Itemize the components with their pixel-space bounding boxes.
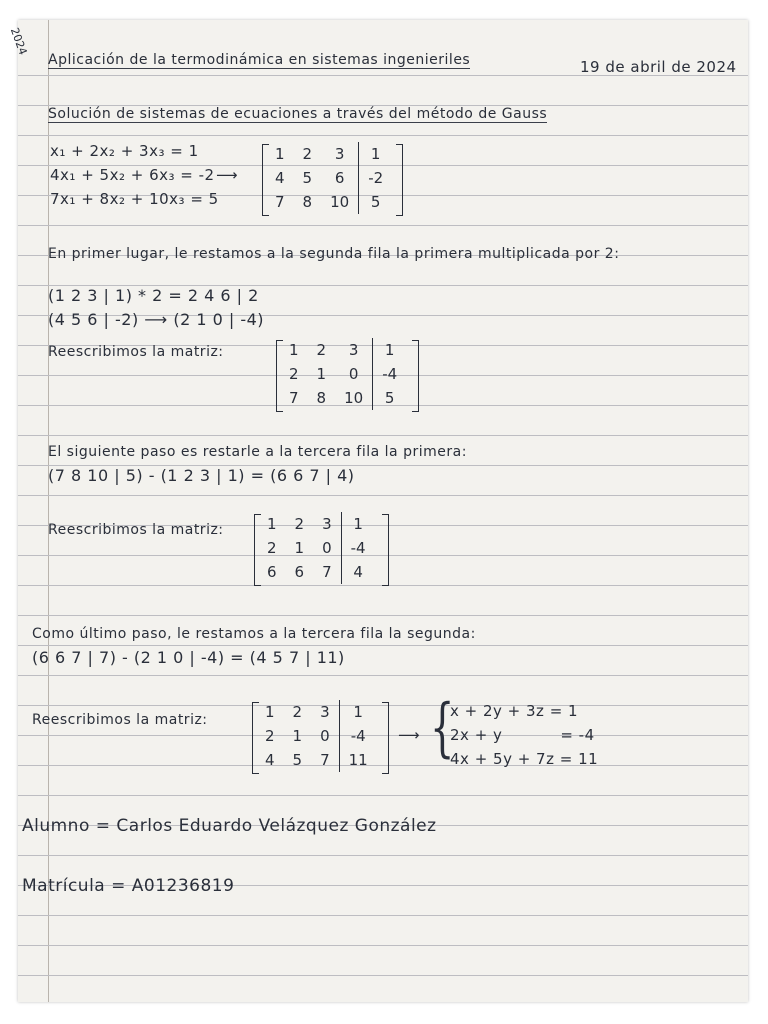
matrix-bracket-right — [412, 340, 419, 412]
augmented-matrix-step-1: 1 2 3 1 2 1 0 -4 7 8 10 5 — [280, 338, 406, 410]
final-equation-2: 2x + y = -4 — [450, 726, 595, 744]
ruled-line — [18, 795, 748, 796]
step-3-rewrite: Reescribimos la matriz: — [32, 712, 208, 728]
equation-2: 4x₁ + 5x₂ + 6x₃ = -2 — [50, 166, 215, 184]
step-2-text: El siguiente paso es restarle a la tercera fila la primera: — [48, 444, 467, 460]
margin-year: 2024 — [7, 26, 30, 57]
ruled-line — [18, 135, 748, 136]
augmented-matrix-step-2: 1 2 3 1 2 1 0 -4 6 6 7 4 — [258, 512, 375, 584]
step-1-rewrite: Reescribimos la matriz: — [48, 344, 224, 360]
brace: { — [430, 691, 455, 765]
ruled-line — [18, 225, 748, 226]
ruled-line — [18, 435, 748, 436]
ruled-line — [18, 915, 748, 916]
ruled-line — [18, 495, 748, 496]
step-1-text: En primer lugar, le restamos a la segunda fila la primera multiplicada por 2: — [48, 246, 620, 262]
ruled-line — [18, 675, 748, 676]
step-3-text: Como último paso, le restamos a la tercera fila la segunda: — [32, 626, 476, 642]
step-3-line-1: (6 6 7 | 7) - (2 1 0 | -4) = (4 5 7 | 11) — [32, 648, 345, 667]
subtitle: Solución de sistemas de ecuaciones a través del método de Gauss — [48, 106, 548, 122]
matrix-bracket-right — [382, 702, 389, 774]
step-1-line-2: (4 5 6 | -2) ⟶ (2 1 0 | -4) — [48, 310, 265, 329]
ruled-line — [18, 645, 748, 646]
matrix-bracket-right — [382, 514, 389, 586]
step-2-line-1: (7 8 10 | 5) - (1 2 3 | 1) = (6 6 7 | 4) — [48, 466, 355, 485]
ruled-line — [18, 975, 748, 976]
notebook-page — [7, 20, 748, 1002]
page-title: Aplicación de la termodinámica en sistemas ingenieriles — [48, 52, 471, 68]
arrow: ⟶ — [216, 166, 239, 184]
ruled-line — [18, 855, 748, 856]
student-name: Alumno = Carlos Eduardo Velázquez González — [22, 816, 437, 836]
final-equation-3: 4x + 5y + 7z = 11 — [450, 750, 599, 768]
equation-3: 7x₁ + 8x₂ + 10x₃ = 5 — [50, 190, 219, 208]
augmented-matrix-initial: 1 2 3 1 4 5 6 -2 7 8 10 5 — [266, 142, 392, 214]
student-id: Matrícula = A01236819 — [22, 876, 235, 896]
ruled-line — [18, 945, 748, 946]
step-1-line-1: (1 2 3 | 1) * 2 = 2 4 6 | 2 — [48, 286, 259, 305]
augmented-matrix-final: 1 2 3 1 2 1 0 -4 4 5 7 11 — [256, 700, 377, 772]
equation-1: x₁ + 2x₂ + 3x₃ = 1 — [50, 142, 199, 160]
final-equation-1: x + 2y + 3z = 1 — [450, 702, 579, 720]
arrow: ⟶ — [398, 726, 421, 744]
matrix-bracket-right — [396, 144, 403, 216]
page-date: 19 de abril de 2024 — [580, 58, 737, 76]
step-2-rewrite: Reescribimos la matriz: — [48, 522, 224, 538]
ruled-line — [18, 615, 748, 616]
